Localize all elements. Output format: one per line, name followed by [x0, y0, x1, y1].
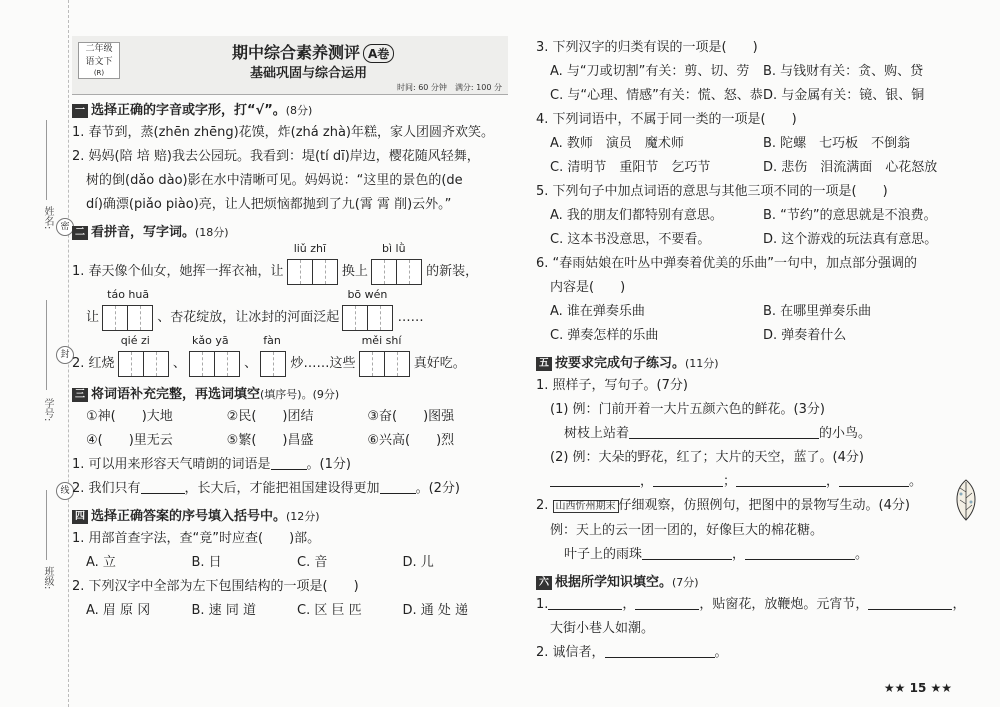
answer-blank[interactable]	[141, 493, 185, 494]
s6-q1-text: ，贴窗花，放鞭炮。元宵节，	[699, 597, 869, 612]
leaf-illustration-icon	[952, 478, 980, 522]
s4-question-4: 4. 下列词语中，不属于同一类的一项是( )	[536, 112, 797, 127]
s5-e1-text-a: 树枝上站着	[564, 426, 630, 441]
exam-subtitle: 基础巩固与综合运用	[250, 66, 368, 81]
pinyin: fàn	[263, 333, 281, 347]
section-number: 五	[536, 357, 552, 371]
s2-line-2-text-c: ……	[397, 310, 424, 325]
s5-question-1: 1. 照样子，写句子。(7分)	[536, 378, 688, 393]
option-d: D. 儿	[402, 555, 434, 570]
section-hint: (填序号)	[260, 388, 302, 401]
s5-q2-text: 仔细观察，仿照例句，把图中的景物写生动。(4分)	[618, 498, 910, 513]
writing-grid[interactable]	[261, 333, 286, 377]
word-item: ⑤繁( )昌盛	[226, 433, 314, 448]
section-points: (8分)	[285, 104, 313, 117]
option-d: D. 与金属有关：镜、银、铜	[763, 88, 925, 103]
answer-blank[interactable]	[380, 493, 416, 494]
writing-grid[interactable]	[103, 287, 153, 331]
s5-example-1: (1) 例：门前开着一大片五颜六色的鲜花。(3分)	[550, 402, 825, 417]
s4-q1-options	[72, 551, 508, 575]
s4-question-5: 5. 下列句子中加点词语的意思与其他三项不同的一项是( )	[536, 184, 888, 199]
s1-question-2b: 树的倒(dǎo dào)影在水中清晰可见。妈妈说：“这里的景色的(de	[86, 173, 463, 188]
s4-q4-options-2	[536, 156, 976, 180]
s4-question-6b: 内容是( )	[550, 280, 626, 295]
section-1-heading	[72, 101, 508, 121]
s2-line-1-text-a: 1. 春天像个仙女，她挥一挥衣袖，让	[72, 264, 284, 279]
s4-question-2: 2. 下列汉字中全部为左下包围结构的一项是( )	[72, 579, 359, 594]
pinyin: kǎo yā	[191, 333, 229, 347]
answer-blank[interactable]	[629, 438, 819, 439]
s5-q2-text-a: 叶子上的雨珠	[564, 547, 643, 562]
s4-question-6a: 6. “春雨姑娘在叶丛中弹奏着优美的乐曲”一句中，加点部分强调的	[536, 256, 918, 271]
s3-q1-text: 1. 可以用来形容天气晴朗的词语是	[72, 457, 271, 472]
s2-line-2	[72, 287, 508, 333]
section-title: 选择正确的字音或字形，打“√”。	[91, 103, 286, 118]
answer-blank[interactable]	[548, 609, 622, 610]
option-a: A. 眉 原 冈	[86, 603, 151, 618]
edition-text: (R)	[93, 69, 105, 77]
s4-q6-options-1	[536, 300, 976, 324]
option-b: B. 在哪里弹奏乐曲	[763, 304, 872, 319]
section-5-heading	[536, 354, 976, 374]
seal-mark-xian: 线	[56, 482, 74, 500]
pinyin: liǔ zhī	[293, 241, 327, 255]
option-c: C. 清明节 重阳节 乞巧节	[550, 160, 711, 175]
s2-line-1-text-c: 的新装，	[426, 264, 479, 279]
writing-grid[interactable]	[288, 241, 338, 285]
s2-line-1-text-b: 换上	[341, 264, 368, 279]
time-limit: 时间: 60 分钟	[396, 83, 447, 92]
option-d: D. 通 处 递	[402, 603, 469, 618]
section-title: 将词语补充完整，再选词填空	[91, 387, 261, 402]
writing-grid[interactable]	[119, 333, 169, 377]
option-a: A. 与“刀或切割”有关：剪、切、劳	[550, 64, 750, 79]
section-title: 看拼音，写字词。	[91, 225, 196, 240]
word-item: ④( )里无云	[86, 433, 173, 448]
s3-words-row-2	[72, 429, 508, 453]
option-b: B. 速 同 道	[191, 603, 256, 618]
s4-q3-options-1	[536, 60, 976, 84]
s4-q5-options-1	[536, 204, 976, 228]
s4-question-1: 1. 用部首查字法，查“竟”时应查( )部。	[72, 531, 321, 546]
option-d: D. 弹奏着什么	[763, 328, 847, 343]
section-points: (7分)	[672, 576, 699, 589]
word-item: ②民( )团结	[226, 409, 314, 424]
section-number: 一	[72, 104, 88, 118]
option-c: C. 区 巨 匹	[297, 603, 362, 618]
writing-grid[interactable]	[372, 241, 422, 285]
s4-q5-options-2	[536, 228, 976, 252]
paper-badge: A卷	[363, 44, 394, 63]
pinyin: měi shí	[361, 333, 402, 347]
option-c: C. 与“心理、情感”有关：慌、怒、恭	[550, 88, 763, 103]
s5-q2-exercise: 叶子上的雨珠 ， 。	[564, 547, 869, 562]
answer-blank[interactable]	[271, 469, 307, 470]
s6-question-2: 2. 诚信者， 。	[536, 645, 728, 660]
source-tag: 山西忻州期末	[553, 500, 619, 513]
writing-grid[interactable]	[343, 287, 393, 331]
section-4-heading	[72, 507, 508, 527]
s3-q2-text-b: ，长大后，才能把祖国建设得更加	[184, 481, 380, 496]
name-line	[46, 120, 47, 200]
option-d: D. 悲伤 泪流满面 心花怒放	[763, 160, 938, 175]
s2-line-3-text-a: 2. 红烧	[72, 356, 115, 371]
s3-question-2	[72, 477, 508, 501]
s3-q1-points: 。(1分)	[306, 457, 351, 472]
section-2-heading	[72, 223, 508, 243]
option-a: A. 谁在弹奏乐曲	[550, 304, 645, 319]
s2-line-1	[72, 241, 508, 287]
section-number: 二	[72, 226, 88, 240]
seal-mark-feng: 封	[56, 346, 74, 364]
section-points: 。(9分)	[301, 388, 340, 401]
s1-question-2c: dí)确漂(piǎo piào)亮，让人把烦恼都抛到了九(霄 霄 削)云外。”	[86, 197, 452, 212]
s6-q2-text: 2. 诚信者，	[536, 645, 605, 660]
binding-margin	[0, 0, 69, 707]
s2-line-3-text-b: 、	[172, 356, 186, 371]
s2-line-3	[72, 333, 508, 379]
s2-line-3-text-e: ……这些	[303, 356, 356, 371]
section-title: 根据所学知识填空。	[555, 575, 673, 590]
s3-q2-text-a: 2. 我们只有	[72, 481, 141, 496]
option-a: A. 立	[86, 555, 116, 570]
s2-line-3-text-f: 真好吃。	[413, 356, 466, 371]
option-c: C. 音	[297, 555, 328, 570]
word-item: ③奋( )图强	[367, 409, 455, 424]
s2-line-3-text-c: 、	[244, 356, 258, 371]
pinyin: bì lǜ	[381, 241, 406, 255]
answer-blank[interactable]	[642, 559, 732, 560]
s6-question-1: 1. ， ，贴窗花，放鞭炮。元宵节， ，	[536, 597, 966, 612]
s5-e1-text-b: 的小鸟。	[819, 426, 872, 441]
s1-question-1: 1. 春节到，蒸(zhēn zhēng)花馍，炸(zhá zhà)年糕，家人团圆齐欢笑。	[72, 125, 494, 140]
s2-line-3-text-d: 炒	[290, 356, 304, 371]
s4-q6-options-2	[536, 324, 976, 348]
s2-line-2-text-b: 、杏花绽放，让冰封的河面泛起	[157, 310, 340, 325]
section-6-heading	[536, 573, 976, 593]
s1-question-2a: 2. 妈妈(陪 培 赔)我去公园玩。我看到：堤(tí dī)岸边，樱花随风轻舞，	[72, 149, 480, 164]
student-id-line	[46, 300, 47, 390]
answer-blank[interactable]	[550, 486, 640, 487]
class-label: 班级:	[42, 566, 53, 590]
answer-blank[interactable]	[635, 609, 699, 610]
s5-question-2: 2. 山西忻州期末 仔细观察，仿照例句，把图中的景物写生动。(4分)	[536, 498, 910, 513]
word-item: ①神( )大地	[86, 409, 173, 424]
section-points: (11分)	[685, 357, 719, 370]
section-number: 四	[72, 510, 88, 524]
s5-q2-example: 例：天上的云一团一团的，好像巨大的棉花糖。	[550, 523, 824, 538]
grade-box	[78, 42, 120, 79]
s4-q3-options-2	[536, 84, 976, 108]
section-3-heading	[72, 385, 508, 405]
answer-blank[interactable]	[745, 559, 855, 560]
answer-blank[interactable]	[736, 486, 826, 487]
name-label: 姓名:	[42, 206, 53, 230]
section-points: (12分)	[286, 510, 320, 523]
s3-q2-text-c: 。(2分)	[415, 481, 460, 496]
option-c: C. 弹奏怎样的乐曲	[550, 328, 659, 343]
section-title: 选择正确答案的序号填入括号中。	[91, 509, 287, 524]
class-line	[46, 490, 47, 560]
exam-title-text: 期中综合素养测评	[232, 43, 361, 62]
s6-question-1b: 大街小巷人如潮。	[550, 621, 655, 636]
pinyin: táo huā	[107, 287, 150, 301]
option-b: B. 与钱财有关：贪、购、贷	[763, 64, 924, 79]
seal-mark-mi: 密	[56, 218, 74, 236]
option-b: B. “节约”的意思就是不浪费。	[763, 208, 937, 223]
s5-exercise-1	[536, 422, 976, 446]
writing-grid[interactable]	[190, 333, 240, 377]
option-b: B. 日	[191, 555, 222, 570]
exam-title	[232, 40, 394, 63]
section-title: 按要求完成句子练习。	[555, 356, 686, 371]
student-id-label: 学号:	[42, 398, 53, 422]
full-score: 满分: 100 分	[454, 83, 502, 92]
section-points: (18分)	[195, 226, 229, 239]
answer-blank[interactable]	[605, 657, 715, 658]
exam-meta	[397, 82, 502, 93]
word-item: ⑥兴高( )烈	[367, 433, 455, 448]
writing-grid[interactable]	[360, 333, 410, 377]
section-number: 三	[72, 388, 88, 402]
option-c: C. 这本书没意思，不要看。	[550, 232, 711, 247]
subject-text: 语文下	[85, 57, 113, 67]
answer-blank[interactable]	[868, 609, 952, 610]
s4-question-3: 3. 下列汉字的归类有误的一项是( )	[536, 40, 758, 55]
right-column	[536, 36, 976, 665]
option-d: D. 这个游戏的玩法真有意思。	[763, 232, 938, 247]
answer-blank[interactable]	[839, 486, 909, 487]
option-b: B. 陀螺 七巧板 不倒翁	[763, 136, 911, 151]
s4-q4-options-1	[536, 132, 976, 156]
s2-line-2-text-a: 让	[86, 310, 100, 325]
s4-q2-options	[72, 599, 508, 623]
s5-exercise-2: ， ； ， 。	[536, 470, 976, 494]
s5-example-2: (2) 例：大朵的野花，红了；大片的天空，蓝了。(4分)	[550, 450, 864, 465]
s3-words-row-1	[72, 405, 508, 429]
exam-header	[72, 36, 508, 95]
grade-text: 二年级	[85, 44, 113, 54]
left-column	[72, 36, 508, 623]
pinyin: qié zi	[120, 333, 150, 347]
s3-question-1	[72, 453, 508, 477]
answer-blank[interactable]	[653, 486, 723, 487]
pinyin: bō wén	[347, 287, 388, 301]
page-number: ★★ 15 ★★	[883, 681, 952, 695]
option-a: A. 教师 演员 魔术师	[550, 136, 684, 151]
section-number: 六	[536, 576, 552, 590]
option-a: A. 我的朋友们都特别有意思。	[550, 208, 723, 223]
